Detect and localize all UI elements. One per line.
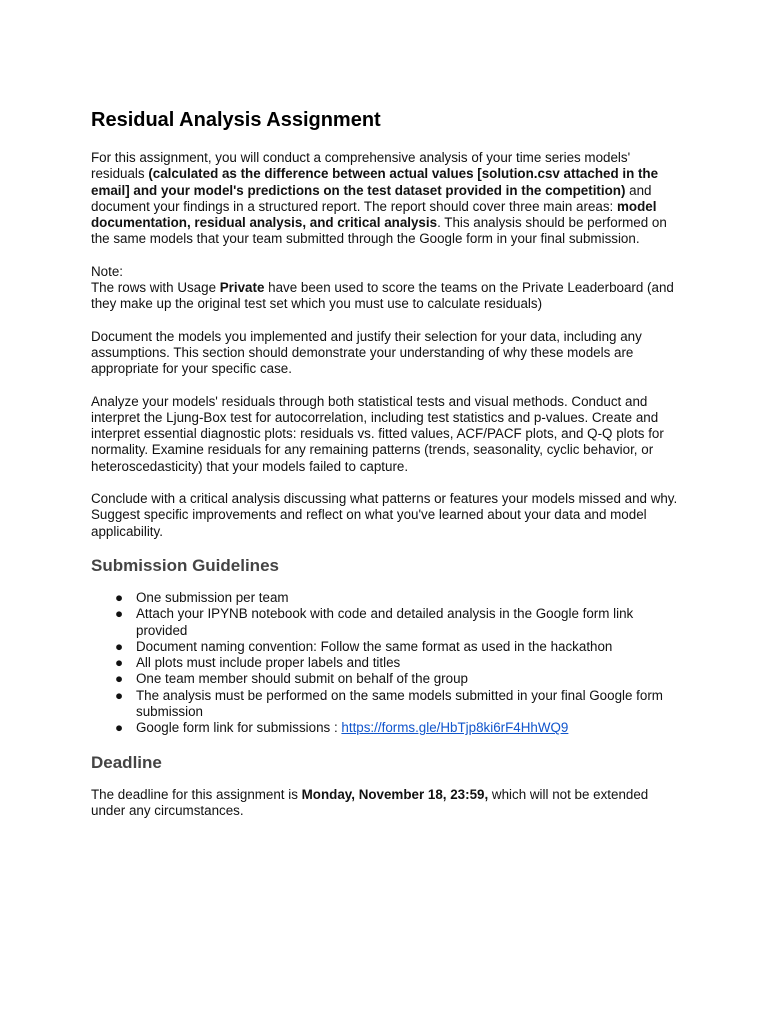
list-item — [91, 655, 682, 671]
guidelines-heading: Submission Guidelines — [91, 555, 279, 575]
list-item-text: One submission per team — [136, 589, 289, 605]
list-item-text: All plots must include proper labels and titles — [136, 655, 401, 671]
note-text-1: The rows with Usage — [91, 280, 220, 296]
intro-bold-2: model documentation, residual analysis, and critical analysis — [91, 198, 657, 231]
intro-bold-1: (calculated as the difference between actual values [solution.csv attached in the email] and your model's predictions on the test dataset provided in the competition) — [91, 166, 659, 198]
list-item — [91, 606, 682, 639]
list-item — [91, 671, 682, 687]
list-item — [91, 720, 682, 736]
models-paragraph: Document the models you implemented and justify their selection for your data, including any assumptions. This section should demonstrate your understanding of why these models are appropriate for your specific case. — [91, 328, 642, 377]
deadline-date: Monday, November 18, 23:59, — [301, 786, 489, 802]
residuals-paragraph: Analyze your models' residuals through both statistical tests and visual methods. Conduct and interpret the Ljung-Box test for autocorrelation, including test statistics and p-values. Create and interpret essential diagnostic plots: residuals vs. fitted values, ACF/PACF plots, and Q-Q plots for normality. Examine residuals for any remaining patterns (trends, seasonality, cyclic behavior, or heteroscedasticity) that your models failed to capture. — [91, 393, 664, 474]
intro-paragraph — [91, 150, 682, 248]
note-bold-private: Private — [219, 280, 265, 296]
deadline-paragraph — [91, 787, 682, 820]
note-label: Note: — [91, 263, 124, 279]
bullet-icon: ● — [115, 589, 124, 605]
list-item-text: The analysis must be performed on the same models submitted in your final Google form submission — [136, 687, 663, 720]
list-item-text: Document naming convention: Follow the same format as used in the hackathon — [136, 638, 613, 654]
list-item — [91, 688, 682, 721]
deadline-heading: Deadline — [91, 752, 162, 772]
guidelines-list — [91, 590, 682, 737]
intro-text-1: For this assignment, you will conduct a comprehensive analysis of your time series models' residuals — [91, 150, 631, 182]
google-form-link[interactable]: https://forms.gle/HbTjp8ki6rF4HhWQ9 — [341, 720, 569, 736]
note-text-2: have been used to score the teams on the Private Leaderboard (and they make up the original test set which you must use to calculate residuals) — [91, 280, 674, 312]
list-item-text: Attach your IPYNB notebook with code and detailed analysis in the Google form link provided — [136, 606, 634, 638]
bullet-icon: ● — [115, 671, 124, 687]
intro-text-3: . This analysis should be performed on the same models that your team submitted through the Google form in your final submission. — [91, 215, 667, 247]
bullet-icon: ● — [115, 638, 124, 654]
bullet-icon: ● — [115, 606, 124, 622]
page-title: Residual Analysis Assignment — [91, 109, 381, 131]
bullet-icon: ● — [115, 687, 124, 703]
conclusion-paragraph: Conclude with a critical analysis discussing what patterns or features your models missed and why. Suggest specific improvements and reflect on what you've learned about your data and model applicability. — [91, 491, 678, 539]
note-paragraph — [91, 264, 682, 313]
deadline-text-1: The deadline for this assignment is — [91, 786, 302, 802]
bullet-icon: ● — [115, 655, 124, 671]
bullet-icon: ● — [115, 720, 124, 736]
list-item — [91, 639, 682, 655]
deadline-text-2: which will not be extended under any circumstances. — [91, 786, 649, 818]
list-item-text: One team member should submit on behalf of the group — [136, 671, 468, 687]
list-item — [91, 590, 682, 606]
link-label: Google form link for submissions : — [136, 720, 342, 736]
intro-text-2: and document your findings in a structured report. The report should cover three main areas: — [91, 182, 652, 214]
